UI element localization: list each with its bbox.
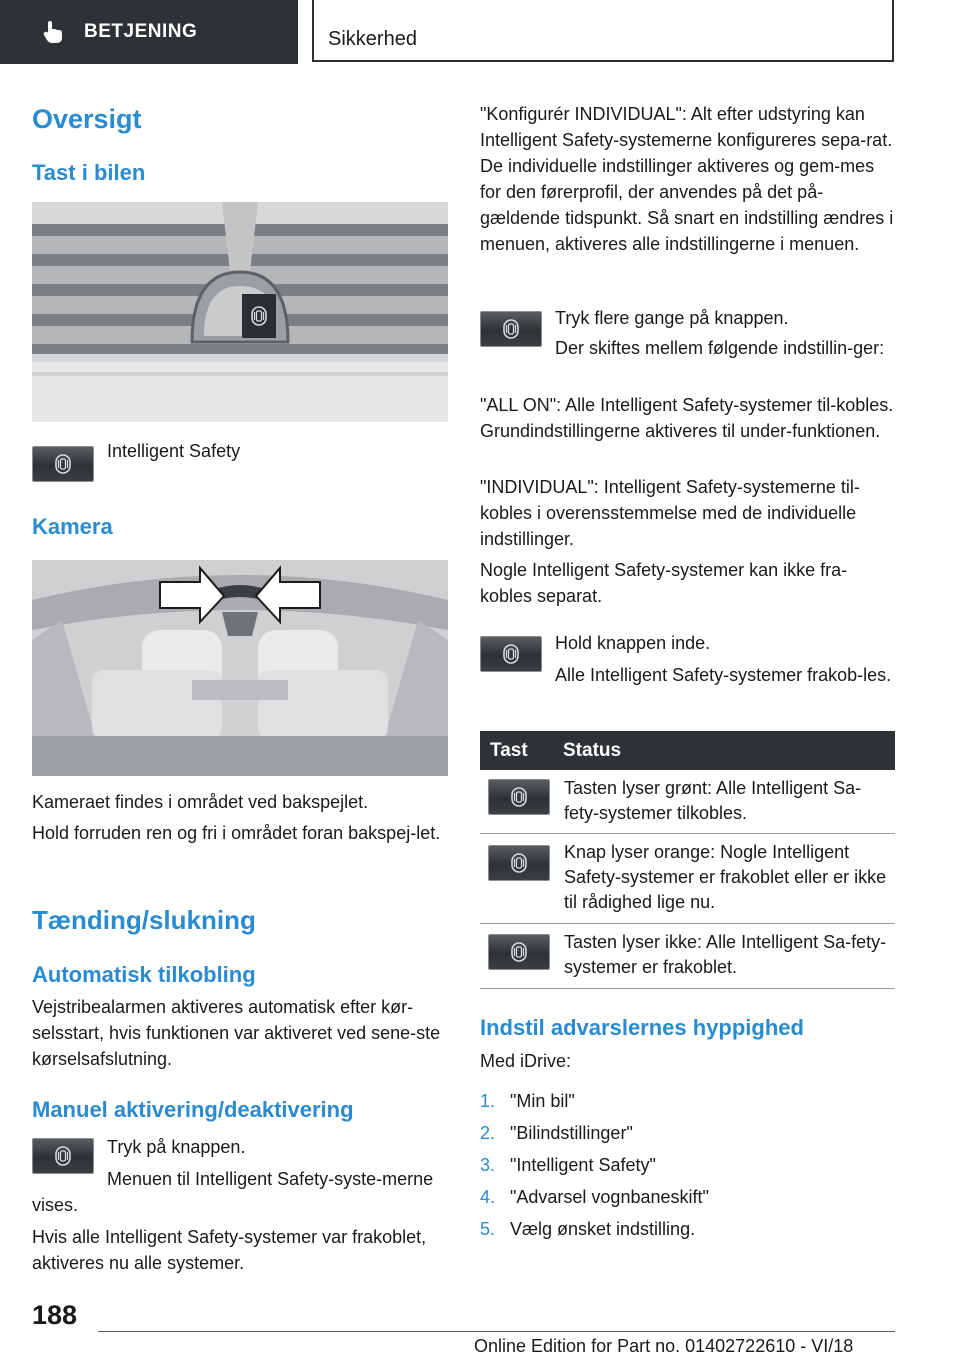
intelligent-safety-button <box>488 845 550 881</box>
status-text: Tasten lyser grønt: Alle Intelligent Sa-fety-systemer tilkobles. <box>564 778 862 823</box>
camera-photo <box>32 560 448 776</box>
manuel-line-1: Tryk på knappen. <box>107 1137 246 1157</box>
hold-line-2: Alle Intelligent Safety-systemer frakob-les. <box>555 665 892 685</box>
section-tab[interactable] <box>0 0 298 64</box>
allon-text: "ALL ON": Alle Intelligent Safety-systemer til-kobles. Grundindstillingerne aktiveres til under-funktionen. <box>480 395 894 441</box>
intelligent-safety-icon <box>52 453 74 475</box>
table-header <box>480 731 895 770</box>
status-text: Knap lyser orange: Nogle Intelligent Safety-systemer er frakoblet eller er ikke til rådighed lige nu. <box>564 842 887 912</box>
manuel-line-2: Menuen til Intelligent Safety-syste-merne vises. <box>32 1169 434 1215</box>
button-photo <box>32 202 448 422</box>
table-row <box>480 834 895 924</box>
heading-taend: Tænding/slukning <box>32 905 256 935</box>
footer-divider <box>98 1331 895 1332</box>
kamera-text-1: Kameraet findes i området ved bakspejlet. <box>32 792 369 812</box>
status-table <box>480 731 895 989</box>
heading-oversigt: Oversigt <box>32 104 142 134</box>
auto-text: Vejstribealarmen aktiveres automatisk efter kør-selsstart, hvis funktionen var aktiveret ved sene-ste kørselsafslutning. <box>32 997 441 1069</box>
chapter-title: Sikkerhed <box>328 28 417 50</box>
col-status: Status <box>563 739 622 761</box>
table-row <box>480 770 895 834</box>
kamera-text-2: Hold forruden ren og fri i området foran bakspej-let. <box>32 823 441 843</box>
nogle-text: Nogle Intelligent Safety-systemer kan ikke fra-kobles separat. <box>480 560 848 606</box>
hand-icon <box>40 19 66 45</box>
idrive-text: Med iDrive: <box>480 1051 572 1071</box>
intelligent-safety-icon <box>508 852 530 874</box>
page-number: 188 <box>32 1300 78 1330</box>
heading-auto: Automatisk tilkobling <box>32 962 256 987</box>
table-row <box>480 924 895 989</box>
status-text: Tasten lyser ikke: Alle Intelligent Sa-fety-systemer er frakoblet. <box>564 932 887 977</box>
tryk-line-2: Der skiftes mellem følgende indstillin-ger: <box>555 338 885 358</box>
manuel-text: Hvis alle Intelligent Safety-systemer var frakoblet, aktiveres nu alle systemer. <box>32 1227 427 1273</box>
col-tast: Tast <box>490 739 528 761</box>
intelligent-safety-button[interactable] <box>32 446 94 482</box>
intelligent-safety-icon <box>52 1145 74 1167</box>
hold-line-1: Hold knappen inde. <box>555 633 711 653</box>
chapter-header <box>312 0 894 62</box>
heading-manuel: Manuel aktivering/deaktivering <box>32 1097 354 1122</box>
footer-edition: Online Edition for Part no. 01402722610 - VI/18 <box>474 1336 854 1356</box>
tryk-line-1: Tryk flere gange på knappen. <box>555 308 789 328</box>
intelligent-safety-icon <box>508 786 530 808</box>
heading-kamera: Kamera <box>32 514 113 539</box>
individual-text: "INDIVIDUAL": Intelligent Safety-systemerne til-kobles i overensstemmelse med de individuelle indstillinger. <box>480 477 860 549</box>
heading-tast: Tast i bilen <box>32 160 146 185</box>
section-title: BETJENING <box>84 21 198 42</box>
konfig-text: "Konfigurér INDIVIDUAL": Alt efter udstyring kan Intelligent Safety-systemerne konfigureres sepa-rat. De individuelle indstillinger aktiveres og gem-mes for den førerprofil, der anvendes på det på-gældende tidspunkt. Så snart en indstilling ændres i menuen, aktiveres alle indstillingerne i menuen. <box>480 104 894 254</box>
button-label: Intelligent Safety <box>107 441 241 461</box>
intelligent-safety-icon <box>508 941 530 963</box>
intelligent-safety-button <box>488 934 550 970</box>
intelligent-safety-button <box>488 779 550 815</box>
heading-indstil: Indstil advarslernes hyppighed <box>480 1015 804 1040</box>
